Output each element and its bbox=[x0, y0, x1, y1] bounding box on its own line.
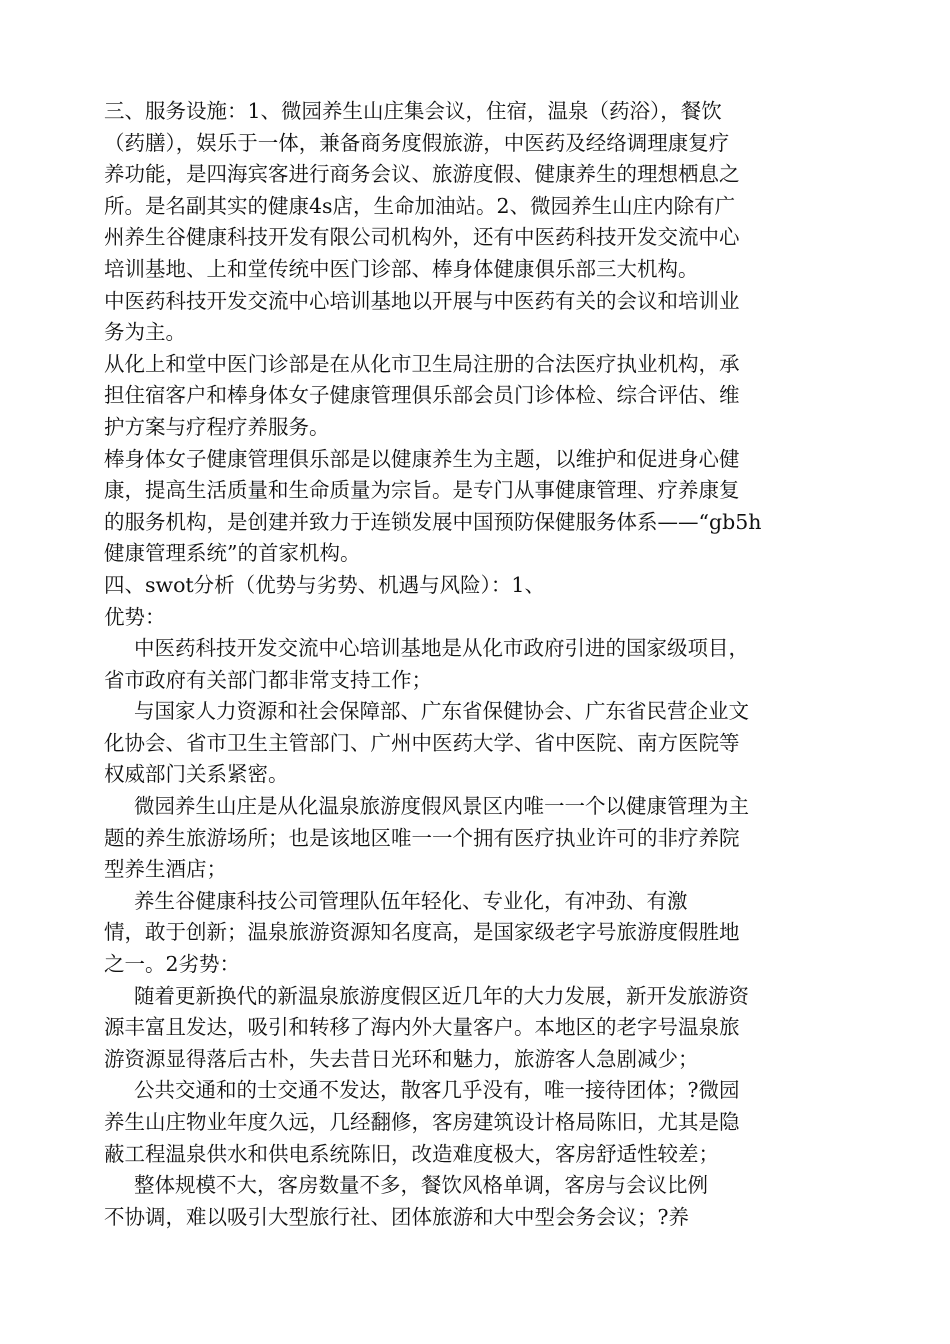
text-line: 健康管理系统”的首家机构。 bbox=[104, 541, 361, 566]
text-line: 与国家人力资源和社会保障部、广东省保健协会、广东省民营企业文 bbox=[134, 699, 749, 724]
text-line: 权威部门关系紧密。 bbox=[104, 762, 289, 787]
text-line: 养生谷健康科技公司管理队伍年轻化、专业化，有冲劲、有激 bbox=[134, 888, 688, 913]
text-line: 蔽工程温泉供水和供电系统陈旧，改造难度极大，客房舒适性较差； bbox=[104, 1141, 719, 1166]
text-line: 题的养生旅游场所；也是该地区唯一一个拥有医疗执业许可的非疗养院 bbox=[104, 825, 740, 850]
text-line: 随着更新换代的新温泉旅游度假区近几年的大力发展，新开发旅游资 bbox=[134, 983, 749, 1008]
text-line: 培训基地、上和堂传统中医门诊部、棒身体健康俱乐部三大机构。 bbox=[104, 256, 699, 281]
text-line: 护方案与疗程疗养服务。 bbox=[104, 414, 330, 439]
text-line: 源丰富且发达，吸引和转移了海内外大量客户。本地区的老字号温泉旅 bbox=[104, 1015, 740, 1040]
text-line: 公共交通和的士交通不发达，散客几乎没有，唯一接待团体；?微园 bbox=[134, 1078, 740, 1103]
text-line: 四、swot分析（优势与劣势、机遇与风险）：1、 bbox=[104, 572, 545, 597]
text-line: 情，敢于创新；温泉旅游资源知名度高，是国家级老字号旅游度假胜地 bbox=[104, 920, 740, 945]
text-line: 州养生谷健康科技开发有限公司机构外，还有中医药科技开发交流中心 bbox=[104, 225, 740, 250]
text-line: 整体规模不大，客房数量不多，餐饮风格单调，客房与会议比例 bbox=[134, 1173, 708, 1198]
text-line: 养生山庄物业年度久远，几经翻修，客房建筑设计格局陈旧，尤其是隐 bbox=[104, 1110, 740, 1134]
text-line: 游资源显得落后古朴，失去昔日光环和魅力，旅游客人急剧减少； bbox=[104, 1046, 699, 1071]
text-line: 型养生酒店； bbox=[104, 857, 227, 882]
text-line: 务为主。 bbox=[104, 320, 186, 345]
text-line: 担住宿客户和棒身体女子健康管理俱乐部会员门诊体检、综合评估、维 bbox=[104, 383, 740, 408]
text-line: 微园养生山庄是从化温泉旅游度假风景区内唯一一个以健康管理为主 bbox=[134, 794, 749, 819]
text-line: 所。是名副其实的健康4s店，生命加油站。2、微园养生山庄内除有广 bbox=[104, 193, 736, 218]
text-line: 养功能，是四海宾客进行商务会议、旅游度假、健康养生的理想栖息之 bbox=[104, 162, 740, 187]
text-line: 三、服务设施：1、微园养生山庄集会议，住宿，温泉（药浴），餐饮 bbox=[104, 99, 722, 123]
text-line: 棒身体女子健康管理俱乐部是以健康养生为主题，以维护和促进身心健 bbox=[104, 446, 740, 471]
text-line: 从化上和堂中医门诊部是在从化市卫生局注册的合法医疗执业机构，承 bbox=[104, 351, 740, 376]
text-line: 康，提高生活质量和生命质量为宗旨。是专门从事健康管理、疗养康复 bbox=[104, 478, 740, 503]
text-line: 中医药科技开发交流中心培训基地是从化市政府引进的国家级项目， bbox=[134, 636, 749, 661]
text-line: 优势： bbox=[104, 604, 166, 629]
text-line: 不协调，难以吸引大型旅行社、团体旅游和大中型会务会议；?养 bbox=[104, 1204, 689, 1229]
text-line: 的服务机构，是创建并致力于连锁发展中国预防保健服务体系——“gb5h bbox=[104, 509, 762, 534]
text-line: 之一。2劣势： bbox=[104, 952, 241, 977]
text-line: 化协会、省市卫生主管部门、广州中医药大学、省中医院、南方医院等 bbox=[104, 730, 740, 755]
text-line: 省市政府有关部门都非常支持工作； bbox=[104, 667, 432, 692]
text-line: 中医药科技开发交流中心培训基地以开展与中医药有关的会议和培训业 bbox=[104, 288, 740, 313]
text-line: （药膳），娱乐于一体，兼备商务度假旅游，中医药及经络调理康复疗 bbox=[104, 130, 730, 155]
